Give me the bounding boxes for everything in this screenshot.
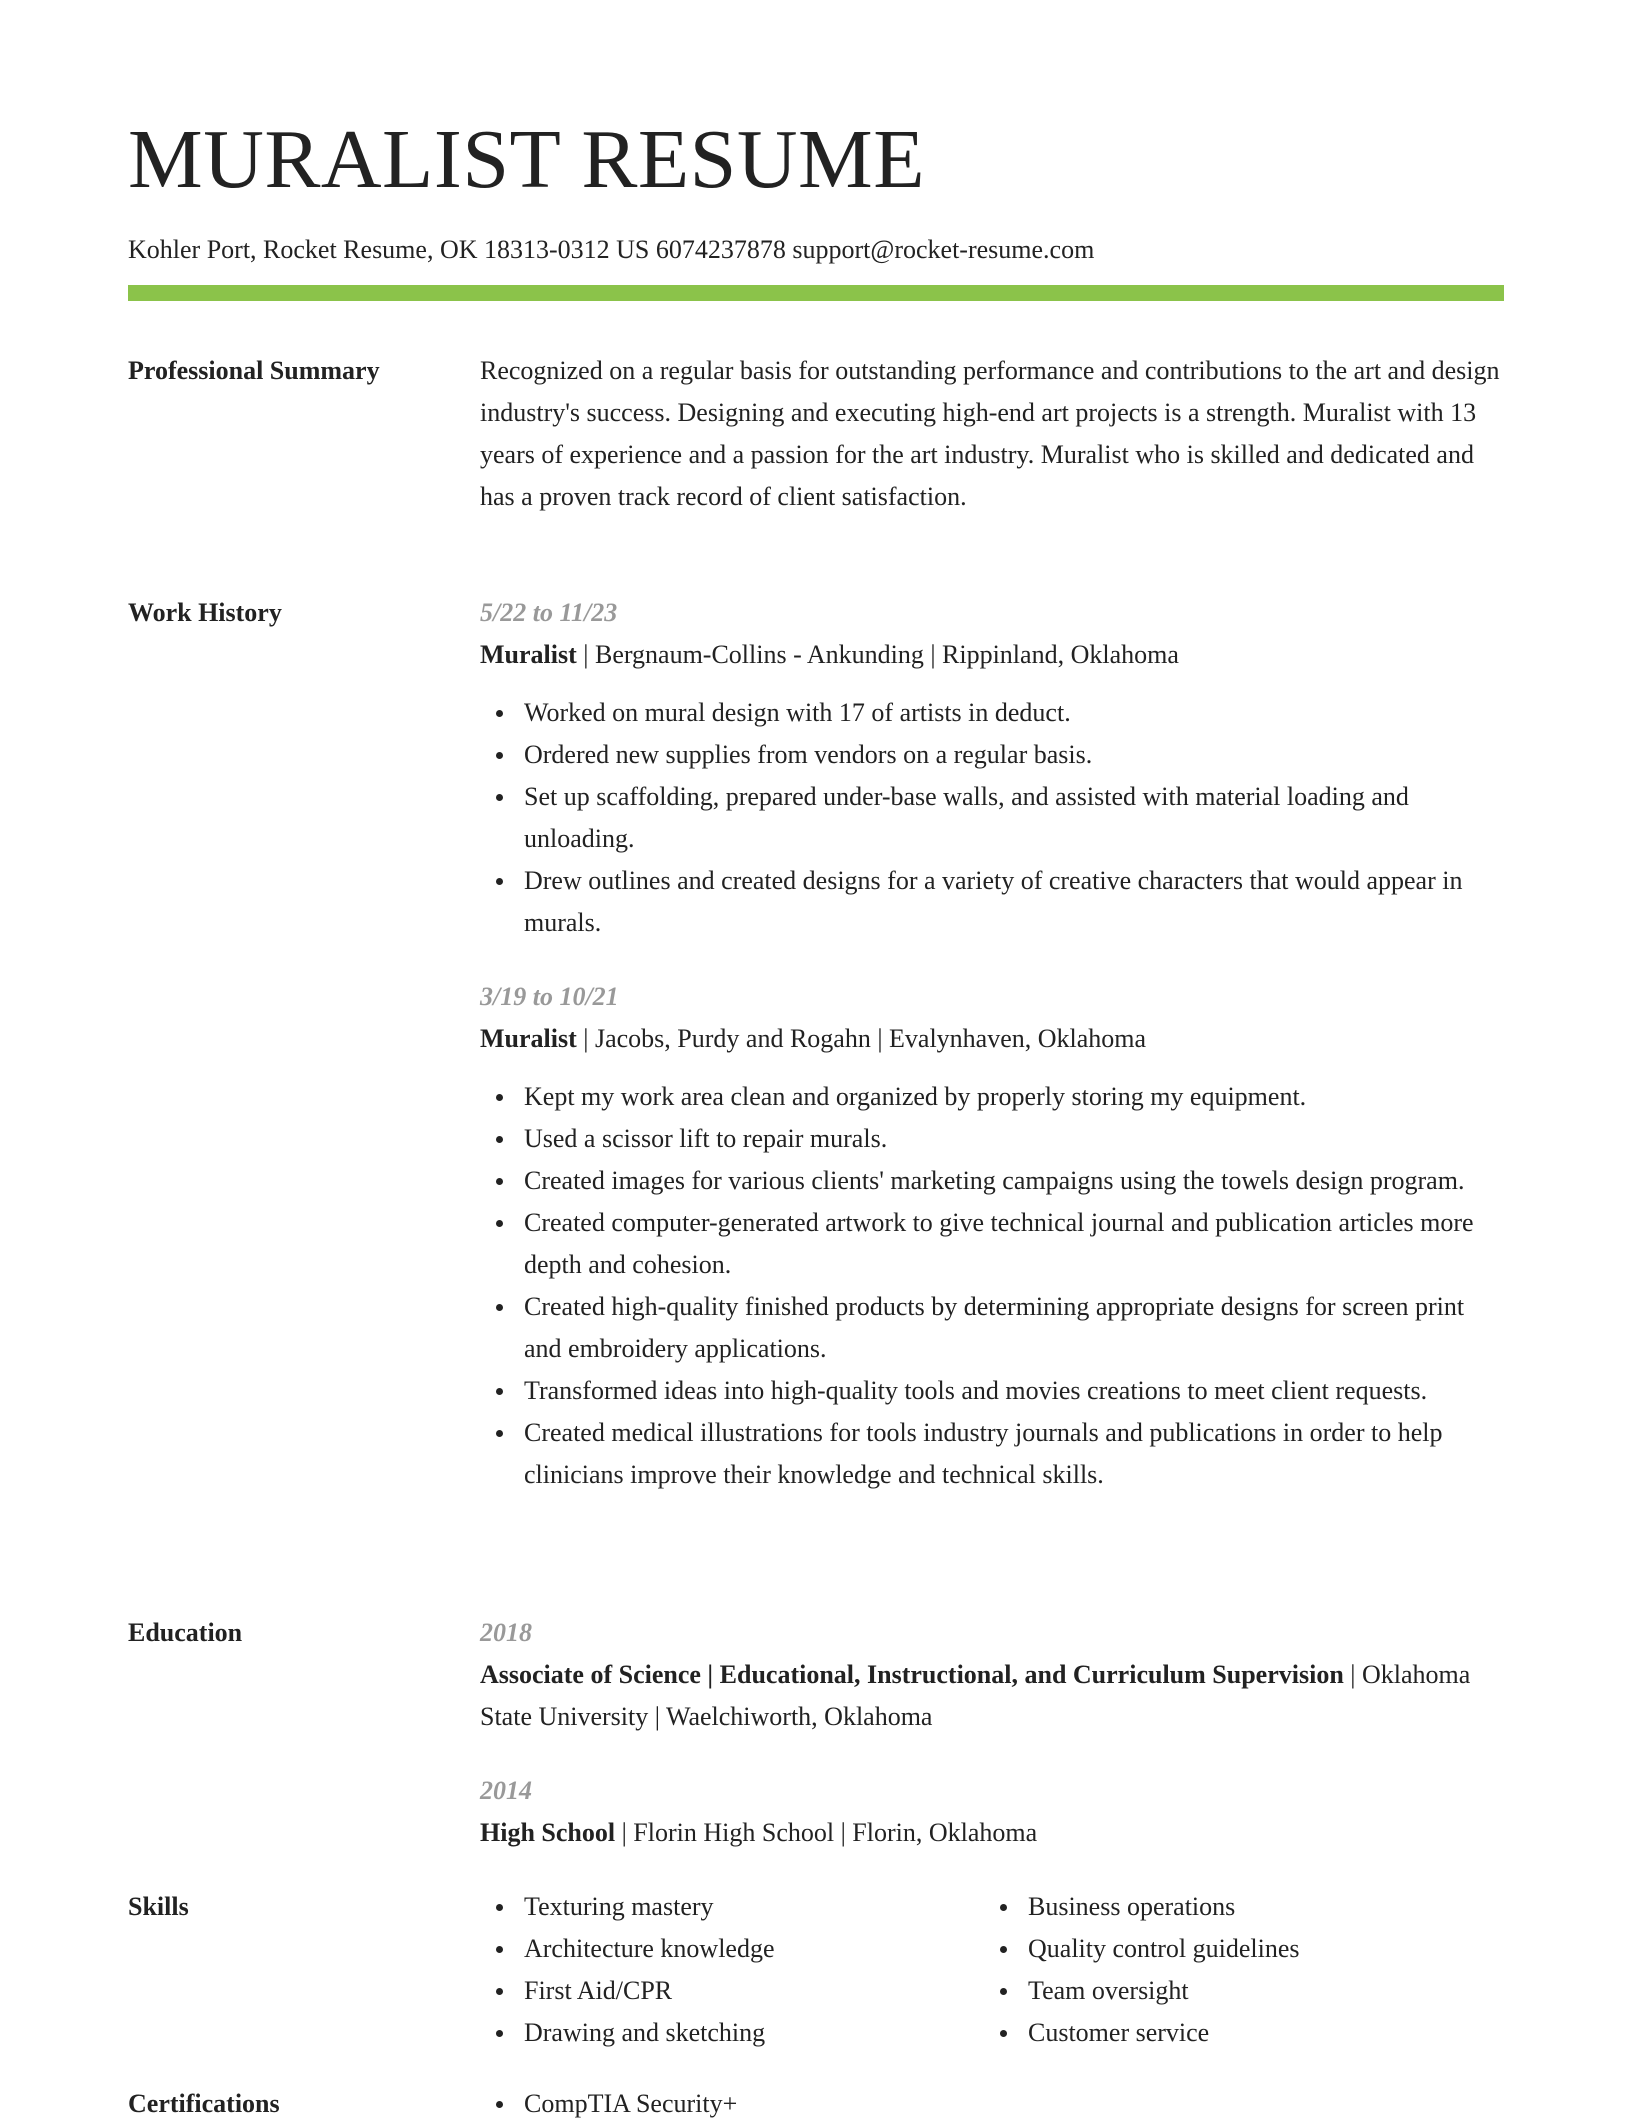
job-title: Muralist xyxy=(480,640,577,669)
list-item: Used a scissor lift to repair murals. xyxy=(480,1118,1504,1160)
section-label-education: Education xyxy=(128,1618,243,1647)
job-dates: 5/22 to 11/23 xyxy=(480,598,618,627)
list-item: Team oversight xyxy=(984,1970,1488,2012)
section-label-work-history: Work History xyxy=(128,598,282,627)
education-year: 2014 xyxy=(480,1776,532,1805)
job-entry xyxy=(480,976,1504,1496)
job-role-line xyxy=(480,1018,1504,1060)
education-year: 2018 xyxy=(480,1618,532,1647)
skills-columns xyxy=(480,1886,1504,2054)
contact-line: Kohler Port, Rocket Resume, OK 18313-0312 US 6074237878 support@rocket-resume.com xyxy=(128,235,1095,264)
certifications-list xyxy=(480,2083,1504,2125)
list-item: Worked on mural design with 17 of artists in deduct. xyxy=(480,692,1504,734)
section-label-certifications: Certifications xyxy=(128,2089,280,2118)
summary-text: Recognized on a regular basis for outstanding performance and contributions to the art and design industry's success. Designing and executing high-end art projects is a strength. Muralist with 13 years of experience and a passion for the art industry. Muralist who is skilled and dedicated and has a proven track record of client satisfaction. xyxy=(480,356,1500,511)
education-school: | Florin High School | Florin, Oklahoma xyxy=(615,1818,1038,1847)
skills-list-left xyxy=(480,1886,984,2054)
education-entry xyxy=(480,1770,1504,1854)
list-item: First Aid/CPR xyxy=(480,1970,984,2012)
list-item: Transformed ideas into high-quality tools and movies creations to meet client requests. xyxy=(480,1370,1504,1412)
job-employer: | Jacobs, Purdy and Rogahn | Evalynhaven, Oklahoma xyxy=(576,1024,1147,1053)
job-bullets xyxy=(480,692,1504,944)
list-item: Created computer-generated artwork to give technical journal and publication articles more depth and cohesion. xyxy=(480,1202,1504,1286)
list-item: Customer service xyxy=(984,2012,1488,2054)
list-item: Created medical illustrations for tools industry journals and publications in order to help clinicians improve their knowledge and technical skills. xyxy=(480,1412,1504,1496)
job-dates: 3/19 to 10/21 xyxy=(480,982,619,1011)
list-item: Ordered new supplies from vendors on a regular basis. xyxy=(480,734,1504,776)
list-item: Quality control guidelines xyxy=(984,1928,1488,1970)
list-item: Kept my work area clean and organized by properly storing my equipment. xyxy=(480,1076,1504,1118)
summary-body xyxy=(480,350,1504,518)
list-item: Set up scaffolding, prepared under-base walls, and assisted with material loading and unloading. xyxy=(480,776,1504,860)
education-line xyxy=(480,1812,1504,1854)
job-title: Muralist xyxy=(480,1024,577,1053)
job-role-line xyxy=(480,634,1504,676)
education-body xyxy=(480,1612,1504,1854)
certifications-body xyxy=(480,2083,1504,2125)
education-school: | Oklahoma State University | Waelchiworth, Oklahoma xyxy=(480,1660,1471,1731)
list-item: Created high-quality finished products by determining appropriate designs for screen print and embroidery applications. xyxy=(480,1286,1504,1370)
education-entry xyxy=(480,1612,1504,1738)
skills-body xyxy=(480,1886,1504,2054)
job-entry xyxy=(480,592,1504,944)
section-label-skills: Skills xyxy=(128,1892,189,1921)
list-item: Business operations xyxy=(984,1886,1488,1928)
work-history-body xyxy=(480,592,1504,1496)
job-bullets xyxy=(480,1076,1504,1496)
list-item: CompTIA Security+ xyxy=(480,2083,1504,2125)
list-item: Drawing and sketching xyxy=(480,2012,984,2054)
section-label-summary: Professional Summary xyxy=(128,356,380,385)
list-item: Texturing mastery xyxy=(480,1886,984,1928)
education-degree: High School xyxy=(480,1818,616,1847)
resume-title: MURALIST RESUME xyxy=(128,113,926,206)
job-employer: | Bergnaum-Collins - Ankunding | Rippinland, Oklahoma xyxy=(576,640,1179,669)
list-item: Created images for various clients' marketing campaigns using the towels design program. xyxy=(480,1160,1504,1202)
list-item: Drew outlines and created designs for a variety of creative characters that would appear in murals. xyxy=(480,860,1504,944)
education-degree: Associate of Science | Educational, Instructional, and Curriculum Supervision xyxy=(480,1660,1344,1689)
list-item: Architecture knowledge xyxy=(480,1928,984,1970)
education-line xyxy=(480,1654,1504,1738)
skills-list-right xyxy=(984,1886,1488,2054)
header-divider xyxy=(128,285,1504,301)
